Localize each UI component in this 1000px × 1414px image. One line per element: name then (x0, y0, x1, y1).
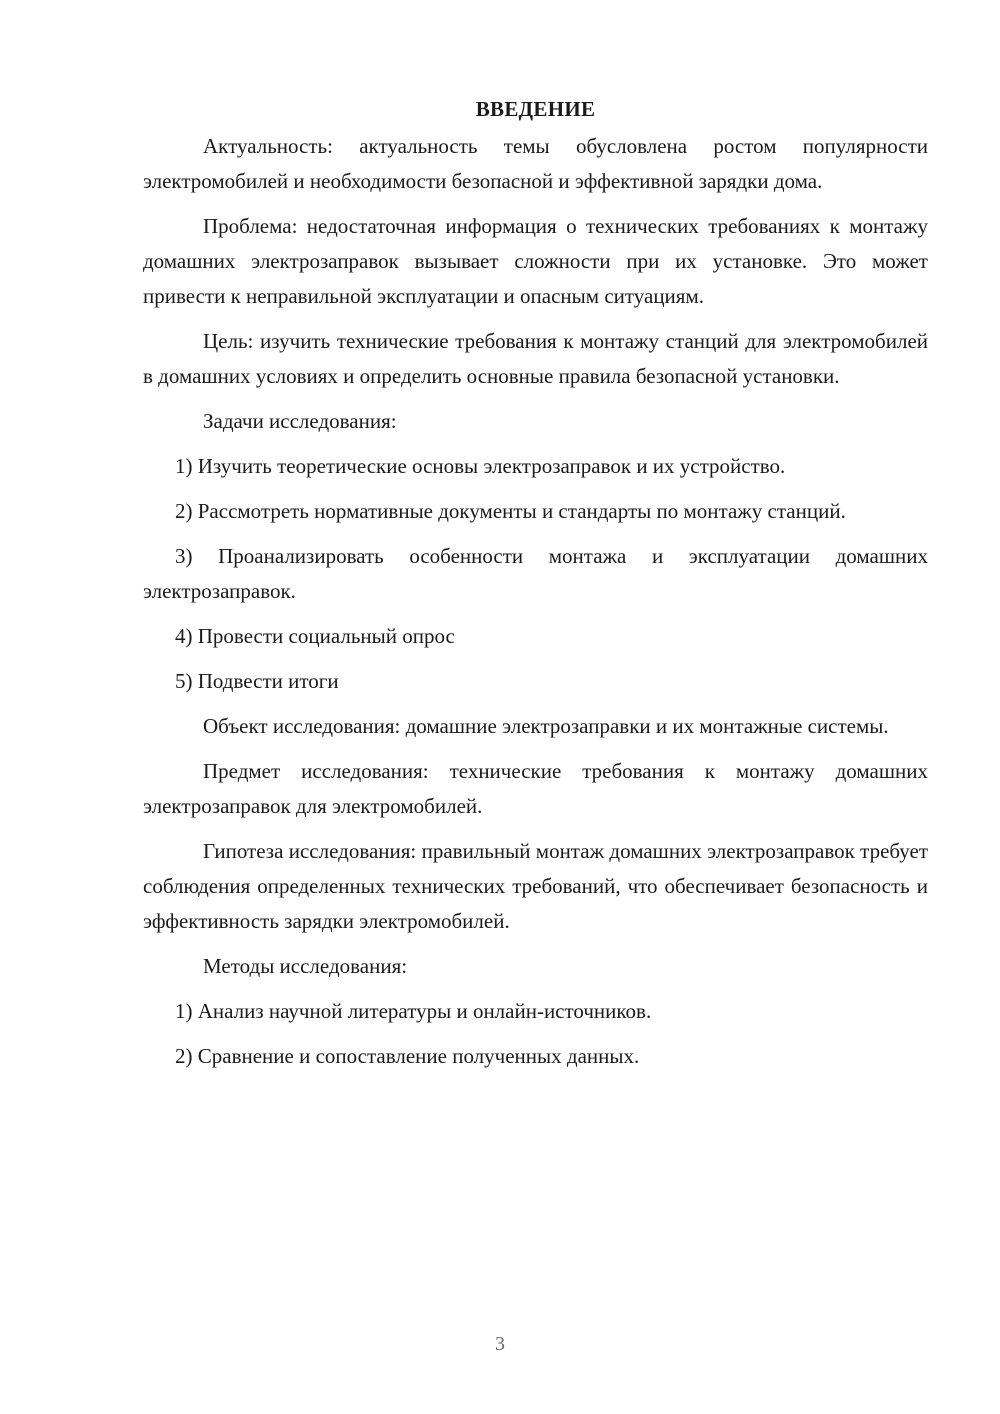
page-number: 3 (495, 1333, 505, 1355)
paragraph-relevance: Актуальность: актуальность темы обусловлена ростом популярности электромобилей и необходимости безопасной и эффективной зарядки дома. (143, 134, 928, 193)
paragraph-subject: Предмет исследования: технические требования к монтажу домашних электрозаправок для электромобилей. (143, 759, 928, 818)
paragraph-problem: Проблема: недостаточная информация о технических требованиях к монтажу домашних электрозаправок вызывает сложности при их установке. Это может привести к неправильной эксплуатации и опасным ситуациям. (143, 214, 928, 308)
paragraph-goal: Цель: изучить технические требования к монтажу станций для электромобилей в домашних условиях и определить основные правила безопасной установки. (143, 329, 928, 388)
task-item-1: 1) Изучить теоретические основы электрозаправок и их устройство. (175, 454, 786, 478)
task-item-2: 2) Рассмотреть нормативные документы и стандарты по монтажу станций. (175, 499, 846, 523)
paragraph-hypothesis: Гипотеза исследования: правильный монтаж домашних электрозаправок требует соблюдения определенных технических требований, что обеспечивает безопасность и эффективность зарядки электромобилей. (143, 839, 928, 933)
task-item-5: 5) Подвести итоги (175, 669, 339, 693)
method-item-1: 1) Анализ научной литературы и онлайн-источников. (175, 999, 652, 1023)
task-item-4: 4) Провести социальный опрос (175, 624, 455, 648)
paragraph-tasks-heading: Задачи исследования: (203, 409, 397, 433)
document-page (143, 92, 928, 1084)
task-item-3: 3) Проанализировать особенности монтажа и эксплуатации домашних электрозаправок. (143, 544, 928, 603)
paragraph-methods-heading: Методы исследования: (203, 954, 408, 978)
paragraph-object: Объект исследования: домашние электрозаправки и их монтажные системы. (203, 714, 889, 738)
method-item-2: 2) Сравнение и сопоставление полученных данных. (175, 1044, 640, 1068)
section-title: ВВЕДЕНИЕ (475, 97, 596, 121)
